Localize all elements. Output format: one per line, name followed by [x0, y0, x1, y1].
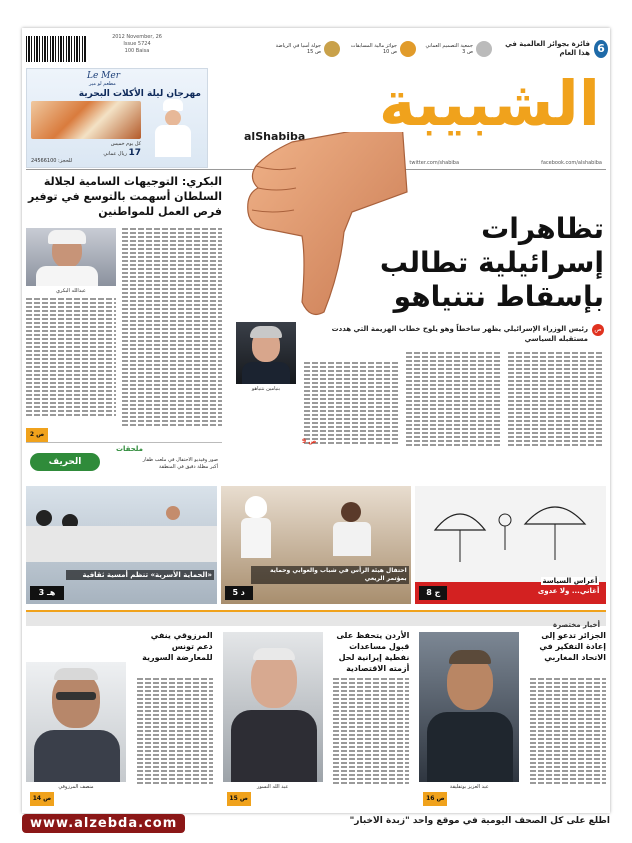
main-body-col-1: [508, 352, 604, 448]
teaser-1[interactable]: 6 فائزة بجوائز العالمية في هذا العام: [498, 40, 608, 58]
main-page-ref[interactable]: ص 9: [302, 438, 317, 445]
main-photo: [236, 322, 296, 384]
photo-strip-item[interactable]: [221, 486, 412, 604]
bottom-story-body: [530, 678, 606, 788]
side-story[interactable]: [26, 174, 222, 450]
ad-food-image: [31, 101, 141, 139]
bottom-story-photo: [26, 662, 126, 782]
supplement-label: ملحقات: [116, 445, 143, 453]
ad-phone: للحجز: 24566100: [31, 158, 73, 164]
main-body-col-2: [406, 352, 502, 448]
photo-strip-item[interactable]: [415, 486, 606, 604]
side-story-photo: [26, 228, 116, 286]
bottom-story-body: [137, 678, 213, 788]
main-story[interactable]: [232, 212, 604, 452]
ad-brand-sub: مطعم لو مير: [89, 81, 116, 87]
barcode: [26, 36, 86, 62]
ad-currency: ريال عماني: [103, 151, 127, 157]
main-photo-caption: بنيامين نتنياهو: [251, 386, 281, 392]
bottom-story-photo: [419, 632, 519, 782]
bottom-story[interactable]: [223, 628, 410, 810]
issue-info: 2012 November, 26 Issue 5724 100 Baisa: [112, 34, 162, 54]
facebook-link[interactable]: facebook.com/alshabiba: [541, 160, 602, 166]
umbrella-illustration: [415, 490, 605, 570]
footer-bar: [22, 812, 610, 838]
supplement-box[interactable]: [26, 442, 222, 483]
supplement-line-1: صور وفيديو الاحتفال في ملعب ظفار: [142, 457, 218, 463]
ad-price: 17: [128, 148, 141, 158]
masthead-teasers: [252, 32, 608, 66]
ad-detail: كل يوم خميس: [110, 141, 141, 147]
teaser-2[interactable]: جمعية التصميم العماني ص 3: [422, 41, 492, 57]
teaser-thumb-icon: [324, 41, 340, 57]
footer-promo: اطلع على كل الصحف اليومية في موقع واحد "زبدة الأخبار": [349, 816, 610, 826]
ad-price-row: [31, 148, 141, 158]
supplement-brand: الحريف: [30, 453, 100, 471]
newspaper-page: [22, 28, 610, 813]
ad-title: مهرجان ليلة الأكلات البحرية: [78, 89, 201, 99]
main-headline: تظاهرات إسرائيلية تطالب بإسقاط نتنياهو: [379, 212, 604, 313]
info-badge-icon: 6: [594, 40, 608, 58]
bottom-story-headline: الأردن يتحفظ على قبول مساعدات نفطية إيرانية لحل أزمته الاقتصادية: [336, 631, 410, 673]
bottom-story-headline: المرزوقي ينفي دعم تونس للمعارضة السورية: [142, 631, 213, 662]
main-subhead-row: [304, 324, 604, 344]
teaser-3[interactable]: جوائز مالية المسابقات ص 10: [346, 41, 416, 57]
bottom-story[interactable]: [419, 628, 606, 810]
twitter-link[interactable]: twitter.com/shabiba: [409, 160, 460, 166]
photo-strip-caption: «الحماية الأسرية» تنظم أمسية ثقافية: [66, 570, 214, 580]
briefs-bar: [26, 610, 606, 629]
ad-seafood-festival[interactable]: [26, 68, 208, 168]
ad-brand: Le Mer: [87, 71, 121, 81]
bottom-story-photo: [223, 632, 323, 782]
photo-strip-page: د 5: [225, 586, 253, 600]
bottom-story-caption: عبد العزيز بوتفليقة: [449, 784, 489, 790]
subhead-bullet-icon: ص: [592, 324, 604, 336]
bottom-stories: [26, 628, 606, 810]
bottom-story-body: [333, 678, 409, 788]
bottom-story-page: ص 14: [30, 792, 54, 806]
side-story-body: [122, 228, 222, 428]
bottom-story-page: ص 15: [227, 792, 251, 806]
briefs-label: أخبار مختصرة: [552, 621, 600, 629]
photo-strip: [26, 486, 606, 604]
bottom-story-headline: الجزائر تدعو إلى إعادة التفكير في الاتحاد المغاربي: [539, 631, 606, 662]
logo-arabic: الشبيبة: [378, 67, 600, 140]
footer-url[interactable]: www.alzebda.com: [22, 814, 185, 833]
supplement-line-2: أكبر مظلة دقيق في المنطقة: [159, 464, 218, 470]
teaser-4[interactable]: جولة أسيا في الرياضة ص 15: [270, 41, 340, 57]
photo-strip-item[interactable]: [26, 486, 217, 604]
teaser-thumb-icon: [476, 41, 492, 57]
ad-chef-image: [145, 99, 201, 159]
side-story-body-2: [26, 298, 116, 418]
bottom-story-caption: عبد الله النسور: [256, 784, 289, 790]
teaser-thumb-icon: [400, 41, 416, 57]
photo-strip-caption: احتفال هيئة الرأس في شباب والعوابي وحماية بمؤتمر الريعي: [251, 566, 409, 584]
main-subhead: رئيس الوزراء الإسرائيلي يظهر ساخطاً وهو يلوح خطاب الهزيمة التي هددت مستقبله السياسي: [331, 325, 588, 343]
photo-strip-page: هـ 3: [30, 586, 64, 600]
photo-strip-page: ج 8: [419, 586, 447, 600]
photo-strip-caption-2: أغاني... ولا عدوى: [537, 587, 600, 595]
logo-english: alShabiba: [244, 130, 306, 143]
bottom-story[interactable]: [26, 628, 213, 810]
side-story-caption: عبدالله البكري: [56, 288, 86, 294]
bottom-story-caption: منصف المرزوقي: [58, 784, 94, 790]
side-story-page-ref[interactable]: ص 2: [26, 428, 48, 442]
main-body-col-3: [304, 362, 400, 448]
side-story-headline: البكري: التوجيهات السامية لجلالة السلطان أسهمت بالتوسع في توفير فرص العمل للمواطنين: [27, 175, 222, 218]
photo-strip-caption: أعراس السياسة: [542, 577, 598, 585]
bottom-story-page: ص 16: [423, 792, 447, 806]
